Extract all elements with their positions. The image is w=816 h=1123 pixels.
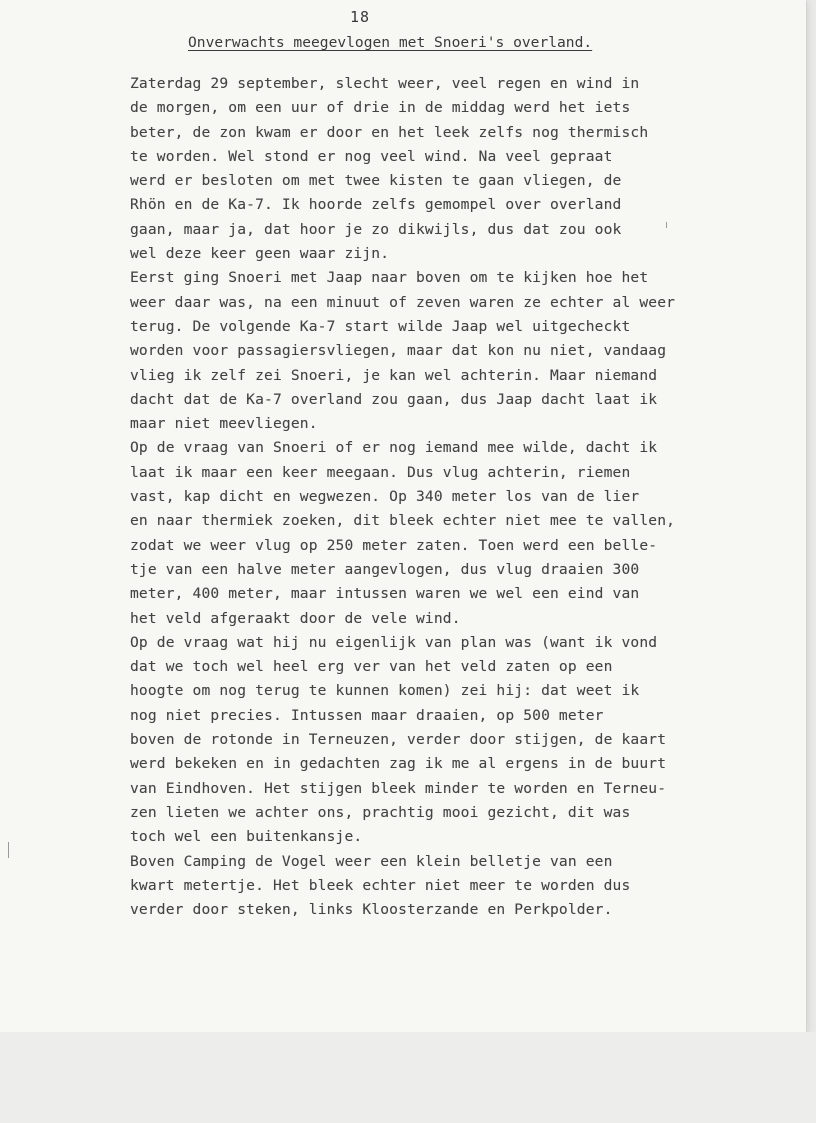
scan-background [0,1032,816,1123]
margin-mark [8,842,9,858]
text-line: Op de vraag wat hij nu eigenlijk van plan was (want ik vond [130,633,658,651]
text-line: gaan, maar ja, dat hoor je zo dikwijls, dus dat zou ook [130,220,622,238]
text-line: Zaterdag 29 september, slecht weer, veel regen en wind in [130,75,640,92]
text-line: tje van een halve meter aangevlogen, dus vlug draaien 300 [130,560,640,578]
text-line: zen lieten we achter ons, prachtig mooi gezicht, dit was [130,803,631,821]
text-line: laat ik maar een keer meegaan. Dus vlug achterin, riemen [130,463,631,481]
margin-mark [666,222,667,228]
text-line: beter, de zon kwam er door en het leek zelfs nog thermisch [130,123,649,141]
text-line: Op de vraag van Snoeri of er nog iemand mee wilde, dacht ik [130,439,658,457]
text-line: de morgen, om een uur of drie in de middag werd het iets [130,99,631,117]
text-line: maar niet meevliegen. [130,415,318,433]
text-line: werd bekeken en in gedachten zag ik me al ergens in de buurt [130,755,667,773]
text-line: weer daar was, na een minuut of zeven waren ze echter al weer [130,293,676,311]
page-number: 18 [350,8,371,26]
document-title: Onverwachts meegevlogen met Snoeri's overland. [188,34,593,51]
text-line: vlieg ik zelf zei Snoeri, je kan wel achterin. Maar niemand [130,366,658,384]
text-line: terug. De volgende Ka-7 start wilde Jaap wel uitgecheckt [130,317,631,335]
text-line: vast, kap dicht en wegwezen. Op 340 meter los van de lier [130,488,640,506]
text-line: te worden. Wel stond er nog veel wind. Na veel gepraat [130,147,613,165]
text-line: dacht dat de Ka-7 overland zou gaan, dus Jaap dacht laat ik [130,390,658,408]
text-line: werd er besloten om met twee kisten te gaan vliegen, de [130,172,622,190]
document-body [130,72,790,922]
text-line: meter, 400 meter, maar intussen waren we wel een eind van [130,585,640,603]
text-line: verder door steken, links Kloosterzande en Perkpolder. [130,901,613,919]
text-line: hoogte om nog terug te kunnen komen) zei hij: dat weet ik [130,682,640,700]
text-line: toch wel een buitenkansje. [130,828,363,846]
text-line: Boven Camping de Vogel weer een klein belletje van een [130,852,613,870]
text-line: Rhön en de Ka-7. Ik hoorde zelfs gemompel over overland [130,196,622,214]
text-line: wel deze keer geen waar zijn. [130,245,390,263]
text-line: kwart metertje. Het bleek echter niet meer te worden dus [130,876,631,894]
text-line: worden voor passagiersvliegen, maar dat kon nu niet, vandaag [130,342,667,360]
text-line: Eerst ging Snoeri met Jaap naar boven om te kijken hoe het [130,269,649,287]
text-line: dat we toch wel heel erg ver van het veld zaten op een [130,658,613,676]
text-line: boven de rotonde in Terneuzen, verder door stijgen, de kaart [130,731,667,749]
text-line: van Eindhoven. Het stijgen bleek minder te worden en Terneu- [130,779,667,797]
text-line: nog niet precies. Intussen maar draaien, op 500 meter [130,706,604,724]
text-line: en naar thermiek zoeken, dit bleek echter niet mee te vallen, [130,512,676,530]
text-line: zodat we weer vlug op 250 meter zaten. Toen werd een belle- [130,536,658,554]
text-line: het veld afgeraakt door de vele wind. [130,609,461,627]
